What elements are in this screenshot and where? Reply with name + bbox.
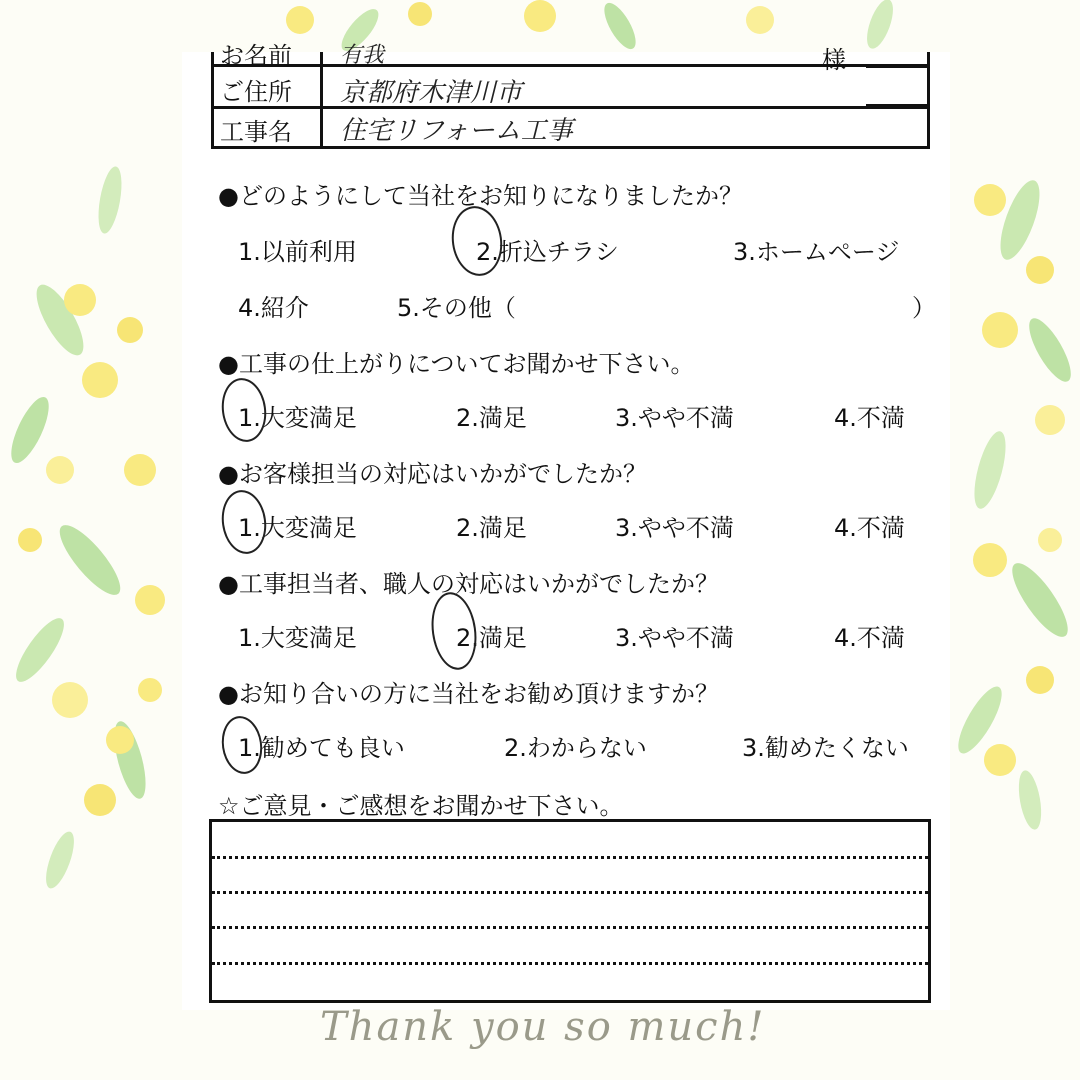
q1-option-1[interactable]: 1.以前利用	[238, 238, 357, 266]
comments-heading: ☆ご意見・ご感想をお聞かせ下さい。	[218, 792, 624, 820]
q1-option-2[interactable]: 2.折込チラシ	[476, 238, 619, 266]
q2-option-2[interactable]: 2.満足	[456, 404, 527, 432]
question-5: ●お知り合いの方に当社をお勧め頂けますか？	[218, 680, 719, 708]
q3-option-4[interactable]: 4.不満	[834, 514, 905, 542]
q5-option-2[interactable]: 2.わからない	[504, 734, 647, 762]
q4-option-2[interactable]: 2.満足	[456, 624, 527, 652]
q4-option-4[interactable]: 4.不満	[834, 624, 905, 652]
q2-option-1[interactable]: 1.大変満足	[238, 404, 357, 432]
comment-line	[212, 856, 928, 859]
question-3: ●お客様担当の対応はいかがでしたか？	[218, 460, 647, 488]
name-label: お名前	[220, 42, 292, 70]
comment-line	[212, 962, 928, 965]
q3-option-2[interactable]: 2.満足	[456, 514, 527, 542]
question-4: ●工事担当者、職人の対応はいかがでしたか？	[218, 570, 719, 598]
q4-option-3[interactable]: 3.やや不満	[615, 624, 734, 652]
q3-option-1[interactable]: 1.大変満足	[238, 514, 357, 542]
q3-option-3[interactable]: 3.やや不満	[615, 514, 734, 542]
q1-option-4[interactable]: 4.紹介	[238, 294, 309, 322]
customer-info-table	[211, 42, 930, 149]
q5-option-3[interactable]: 3.勧めたくない	[742, 734, 909, 762]
work-label: 工事名	[220, 118, 292, 146]
comment-line	[212, 891, 928, 894]
q1-option-5[interactable]: 5.その他（	[397, 294, 516, 322]
work-value: 住宅リフォーム工事	[340, 116, 573, 146]
comments-box[interactable]	[209, 819, 931, 1003]
q4-option-1[interactable]: 1.大変満足	[238, 624, 357, 652]
address-value: 京都府木津川市	[340, 78, 523, 108]
thank-you-message: Thank you so much!	[320, 1004, 766, 1050]
honorific-label: 様	[822, 46, 846, 74]
name-value: 有我	[340, 43, 385, 68]
table-column-divider	[320, 52, 323, 146]
q2-option-4[interactable]: 4.不満	[834, 404, 905, 432]
question-1: ●どのようにして当社をお知りになりましたか？	[218, 182, 743, 210]
table-short-line	[866, 104, 930, 107]
question-2: ●工事の仕上がりについてお聞かせ下さい。	[218, 350, 695, 378]
table-short-line	[866, 65, 930, 68]
q5-option-1[interactable]: 1.勧めても良い	[238, 734, 405, 762]
q1-option-3[interactable]: 3.ホームページ	[733, 238, 900, 266]
comment-line	[212, 926, 928, 929]
q2-option-3[interactable]: 3.やや不満	[615, 404, 734, 432]
address-label: ご住所	[220, 78, 292, 106]
q1-option-5-close: ）	[912, 294, 936, 322]
